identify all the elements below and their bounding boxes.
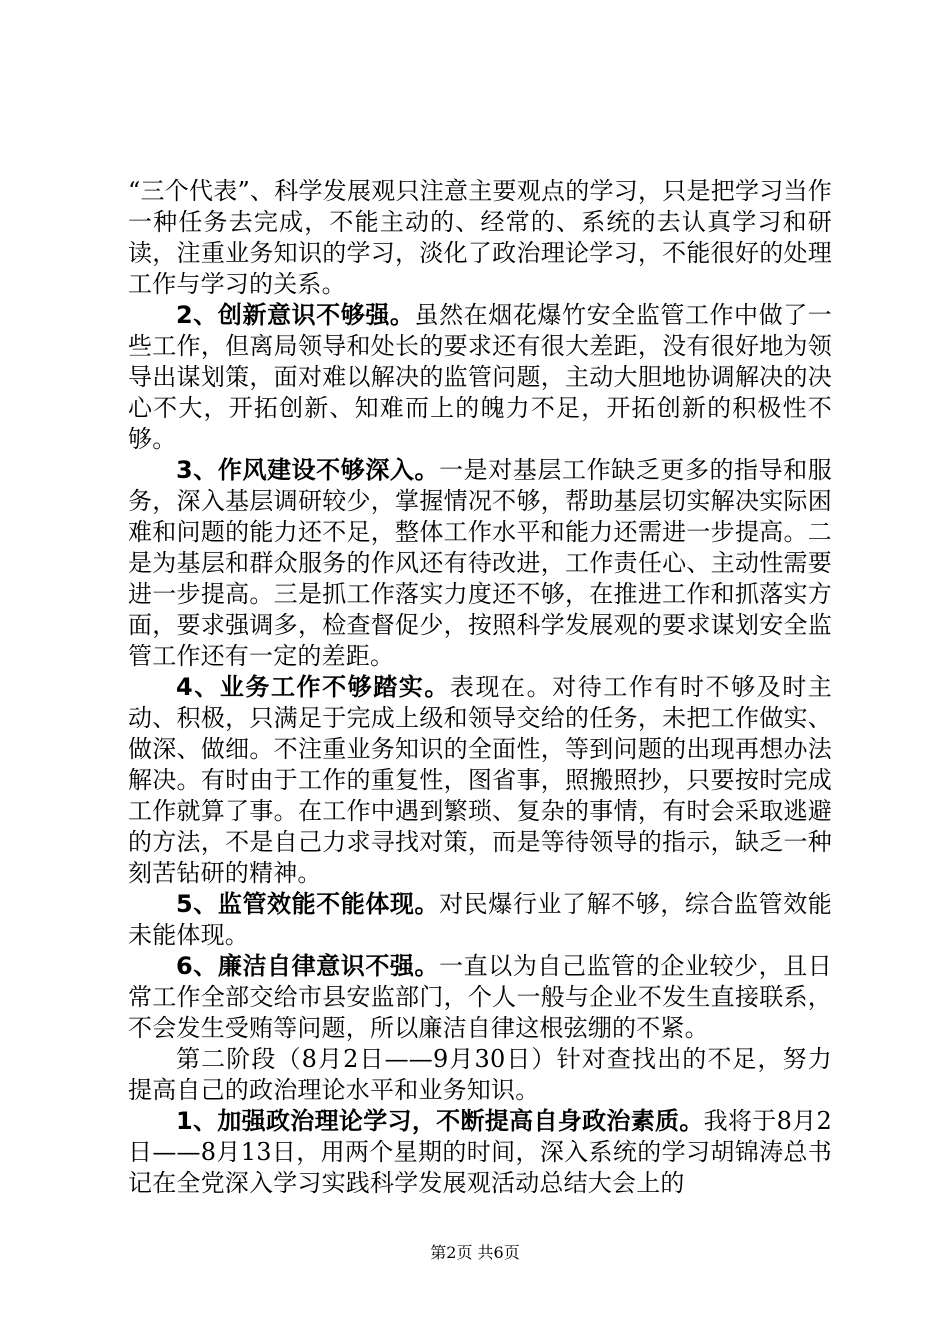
paragraph-work-style — [128, 455, 832, 672]
page-number: 第2页 共6页 — [430, 1243, 520, 1262]
paragraph-integrity — [128, 951, 832, 1044]
paragraph-second-stage — [128, 1044, 832, 1106]
paragraph-supervision — [128, 889, 832, 951]
paragraph-text: 一直以为自己监管的企业较少，且日常工作全部交给市县安监部门，个人一般与企业不发生直接联系，不会发生受贿等问题，所以廉洁自律这根弦绷的不紧。 — [128, 952, 832, 1042]
paragraph-continuation — [128, 176, 832, 300]
paragraph-text: 对民爆行业了解不够，综合监管效能未能体现。 — [128, 890, 832, 949]
document-body — [128, 176, 832, 1199]
paragraph-text: “三个代表”、科学发展观只注意主要观点的学习，只是把学习当作一种任务去完成，不能主动的、经常的、系统的去认真学习和研读，注重业务知识的学习，淡化了政治理论学习，不能很好的处理工作与学习的关系。 — [128, 177, 832, 298]
paragraph-heading: 5、监管效能不能体现。 — [176, 890, 440, 918]
paragraph-text: 虽然在烟花爆竹安全监管工作中做了一些工作，但离局领导和处长的要求还有很大差距，没有很好地为领导出谋划策，面对难以解决的监管问题，主动大胆地协调解决的决心不大，开拓创新、知难而上的魄力不足，开拓创新的积极性不够。 — [128, 301, 833, 453]
paragraph-text: 表现在。对待工作有时不够及时主动、积极，只满足于完成上级和领导交给的任务，未把工作做实、做深、做细。不注重业务知识的全面性，等到问题的出现再想办法解决。有时由于工作的重复性，图省事，照搬照抄，只要按时完成工作就算了事。在工作中遇到繁琐、复杂的事情，有时会采取逃避的方法，不是自己力求寻找对策，而是等待领导的指示，缺乏一种刻苦钻研的精神。 — [128, 673, 832, 887]
paragraph-text: 一是对基层工作缺乏更多的指导和服务，深入基层调研较少，掌握情况不够，帮助基层切实解决实际困难和问题的能力还不足，整体工作水平和能力还需进一步提高。二是为基层和群众服务的作风还有待改进，工作责任心、主动性需要进一步提高。三是抓工作落实力度还不够，在推进工作和抓落实方面，要求强调多，检查督促少，按照科学发展观的要求谋划安全监管工作还有一定的差距。 — [128, 456, 832, 670]
paragraph-heading: 2、创新意识不够强。 — [176, 301, 415, 329]
paragraph-political-study — [128, 1106, 832, 1199]
paragraph-innovation — [128, 300, 832, 455]
paragraph-text: 我将于8月2日——8月13日，用两个星期的时间，深入系统的学习胡锦涛总书记在全党深入学习实践科学发展观活动总结大会上的 — [128, 1107, 832, 1197]
paragraph-text: 第二阶段（8月2日——9月30日）针对查找出的不足，努力提高自己的政治理论水平和业务知识。 — [128, 1045, 832, 1104]
paragraph-business-work — [128, 672, 832, 889]
paragraph-heading: 1、加强政治理论学习，不断提高自身政治素质。 — [176, 1107, 704, 1135]
page-footer — [0, 1243, 950, 1263]
paragraph-heading: 3、作风建设不够深入。 — [176, 456, 440, 484]
paragraph-heading: 4、业务工作不够踏实。 — [176, 673, 450, 701]
paragraph-heading: 6、廉洁自律意识不强。 — [176, 952, 440, 980]
